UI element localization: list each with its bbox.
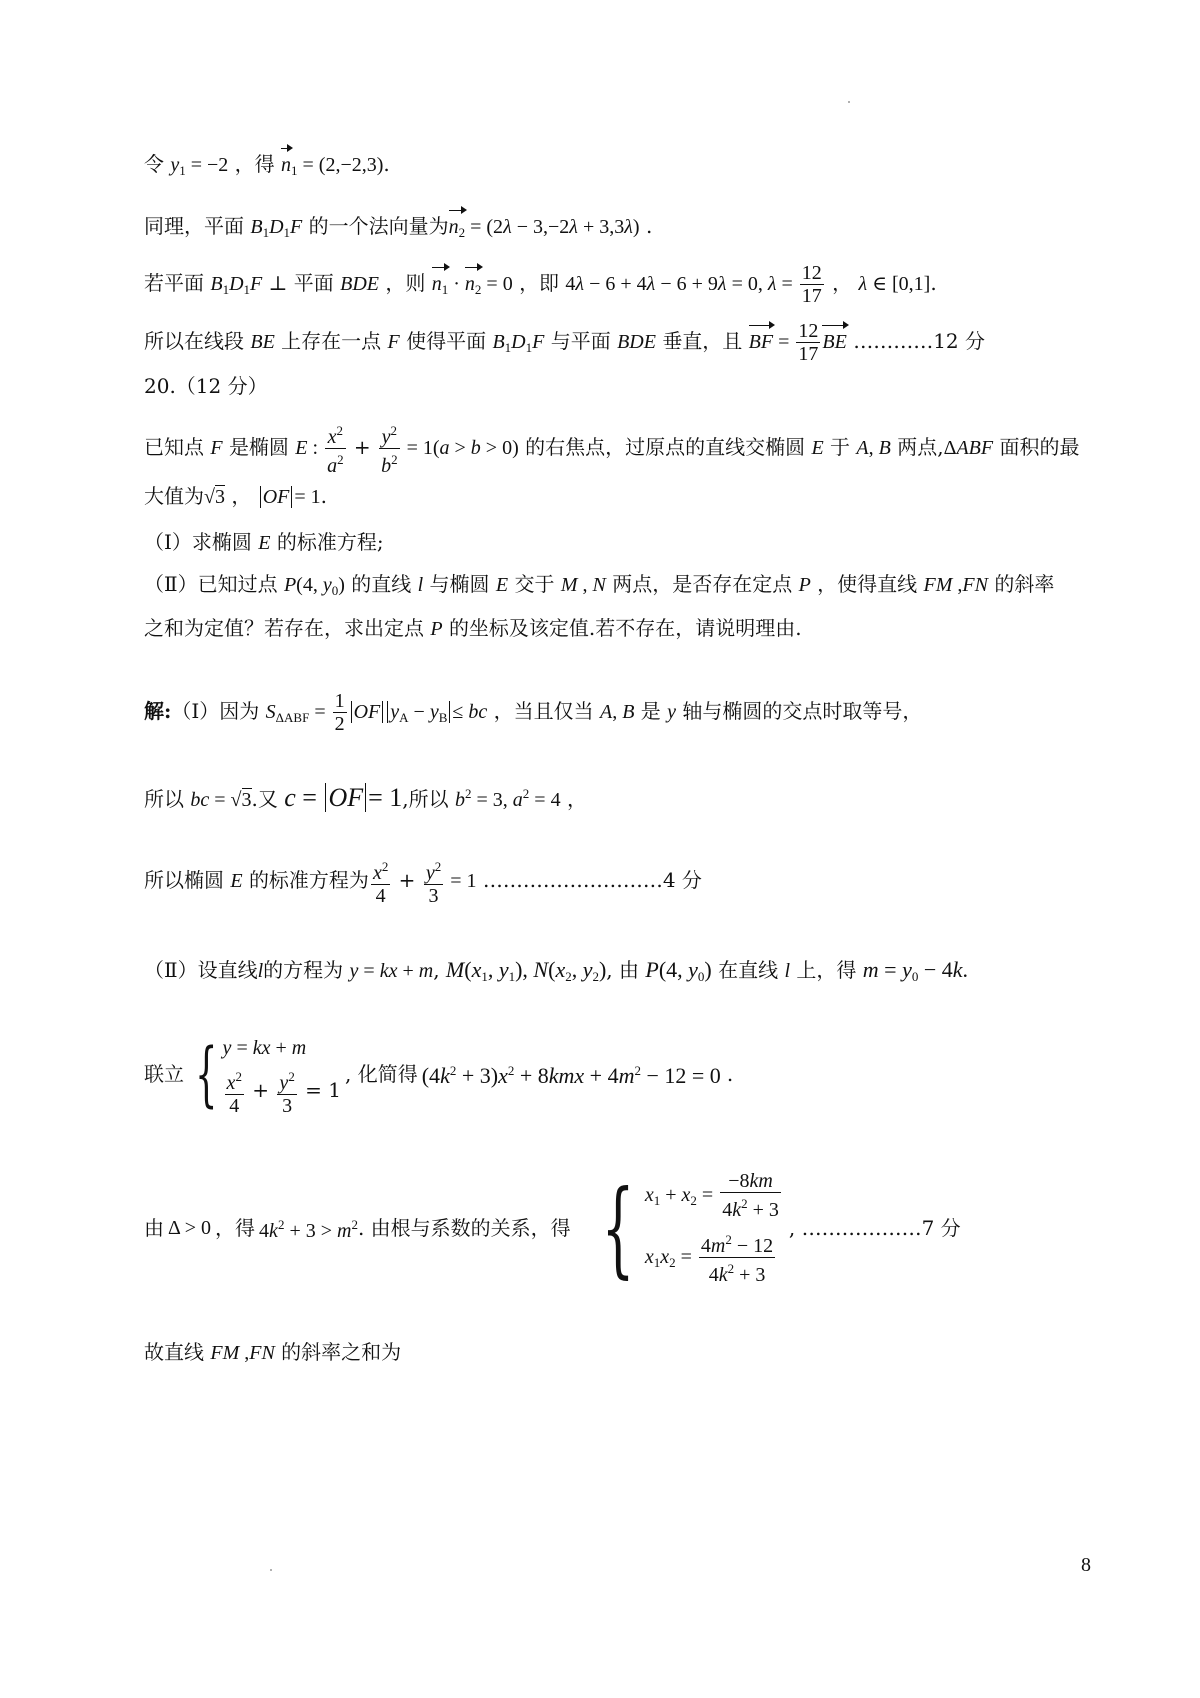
math-lambda-range: λ ∈ [0,1] <box>858 273 931 295</box>
fraction-x2-a2: $\frac{x^2}{a^2}$ <box>325 420 346 477</box>
math-be: BE <box>250 331 275 353</box>
math-point-p: P(4, $y_0$) <box>645 957 712 984</box>
fraction-product: $\frac{4m^2 - 12}{4k^2 + 3}$ <box>699 1229 775 1286</box>
math-area-bound: $S_{\Delta ABF}$ = <box>265 701 331 725</box>
text: 所以椭圆 <box>144 868 224 892</box>
text: 的方程为 <box>263 958 344 982</box>
question-heading <box>144 372 268 400</box>
text: ，得 <box>215 1216 256 1240</box>
text: 所以在线段 <box>144 329 244 353</box>
text: 在直线 <box>718 958 779 982</box>
text: 所以 <box>144 787 184 811</box>
fraction-x2-4: $\frac{x^2}{4}$ <box>371 856 390 907</box>
text: ⊥ 平面 <box>268 271 334 295</box>
math-fm-fn: FM ,FN <box>923 574 988 596</box>
text: , 由 <box>606 958 640 982</box>
math-bc-sqrt3: bc = √3 <box>190 789 252 811</box>
text: 之和为定值？若存在，求出定点 <box>144 616 424 640</box>
text: 垂直，且 <box>662 329 743 353</box>
math-quadratic: $(4k^2 + 3)x^2 + 8kmx + 4m^2 - 12 = 0$ <box>421 1063 721 1088</box>
text: 轴与椭圆的交点时取等号， <box>682 699 923 723</box>
math-e: E <box>230 870 243 892</box>
text: ，即 <box>519 271 560 295</box>
text: ，得 <box>234 152 275 176</box>
text: 与椭圆 <box>429 572 490 596</box>
math-e: E <box>811 437 824 459</box>
vieta-block <box>144 1167 961 1289</box>
solution-bc-values <box>144 780 587 814</box>
text: 的斜率之和为 <box>281 1340 402 1364</box>
question-part-2 <box>144 570 1054 605</box>
left-brace: { <box>601 1167 635 1289</box>
fraction-y2-b2: $\frac{y^2}{b^2}$ <box>379 420 400 477</box>
text: , <box>433 958 440 982</box>
question-max-area <box>144 482 327 511</box>
text: . 由根与系数的关系，得 <box>357 1216 571 1240</box>
text: 的右焦点，过原点的直线交椭圆 <box>525 435 806 459</box>
text: . <box>645 214 653 238</box>
text: 上，得 <box>796 958 857 982</box>
text: 交于 <box>514 572 555 596</box>
vieta-rows <box>645 1170 783 1286</box>
math-delta-positive: Δ > 0 <box>168 1217 212 1239</box>
fraction-sum: $\frac{-8km}{4k^2 + 3}$ <box>722 1170 779 1221</box>
solution-vieta <box>144 1167 961 1289</box>
text: （Ⅱ）设直线 <box>144 958 258 982</box>
score-marker: ………………………4 分 <box>482 868 702 892</box>
text: 联立 <box>144 1061 184 1086</box>
text: 两点，是否存在定点 <box>612 572 793 596</box>
math-points-ab: A, B <box>599 701 635 723</box>
solution-slope-sum <box>144 1338 401 1367</box>
text: 于 <box>830 435 851 459</box>
text: 大值为 <box>144 484 204 508</box>
math-sqrt3: √3 <box>204 486 225 508</box>
text: 的坐标及该定值.若不存在，请说明理由. <box>448 616 802 640</box>
question-part-1 <box>144 528 384 557</box>
text: 与平面 <box>550 329 611 353</box>
vieta-product: $x_1x_2$ = $\frac{4m^2 - 12}{4k^2 + 3}$ <box>645 1229 783 1286</box>
text: ,所以 <box>402 787 449 811</box>
math-equals-1: = 1 <box>445 870 477 892</box>
math-area-bound-rhs: OF $y_A - y_B$ ≤ bc <box>349 701 488 723</box>
text: （Ⅱ）已知过点 <box>144 572 278 596</box>
math-p: P <box>798 574 811 596</box>
line-let-y1 <box>144 150 390 185</box>
fraction-1-2: $\frac{1}{2}$ <box>334 690 345 735</box>
left-brace: { <box>195 1032 218 1115</box>
text: , 化简得 <box>345 1061 418 1086</box>
math-be-vector: BE <box>822 331 846 353</box>
fraction-x2-4: $\frac{x^2}{4}$ <box>225 1066 244 1117</box>
text: 的斜率 <box>994 572 1055 596</box>
solution-line-setup <box>144 956 968 991</box>
system-row-ellipse: $\frac{x^2}{4}$ + $\frac{y^2}{3}$ = 1 <box>223 1066 341 1117</box>
math-points-mn: M , N <box>560 574 606 596</box>
math-m-expression: $m = y_0 - 4k$. <box>862 957 969 984</box>
line-perpendicular-condition <box>144 262 937 307</box>
text: 是椭圆 <box>228 435 289 459</box>
text: 使得平面 <box>406 329 487 353</box>
text: 的一个法向量为 <box>308 214 449 238</box>
math-l: l <box>257 960 264 982</box>
text: 的标准方程为 <box>248 868 369 892</box>
question-ellipse-statement: 已知点 F 是椭圆 E : $\frac{x^2}{a^2}$ + $\frac{y^2}{b^2}$ = 1(a > b > 0) 的右焦点，过原点的直线交椭圆 E 于 A, B 两点,ΔABF 面积的最 <box>144 420 1079 477</box>
text: 故直线 <box>144 1340 204 1364</box>
math-fm-fn: FM ,FN <box>210 1342 275 1364</box>
math-plane-b1d1f: $B_1D_1F$ <box>250 216 303 240</box>
text: . <box>930 271 937 295</box>
math-lambda-equation: 4λ − 6 + 4λ − 6 + 9λ = 0, λ = <box>565 273 798 295</box>
text: （Ⅰ）求椭圆 <box>144 530 252 554</box>
math-n2: $n_2 = (2\lambda - 3,-2\lambda + 3,3\lambda)$ <box>449 216 640 238</box>
math-e: E <box>495 574 509 596</box>
score-marker: , ………………7 分 <box>788 1216 961 1240</box>
math-points-ab: A, B <box>856 437 891 459</box>
math-y1: $y_1 = -2$ <box>170 154 229 178</box>
text: ， <box>832 271 853 295</box>
text: （Ⅰ）因为 <box>171 699 260 723</box>
text: ， <box>566 787 587 811</box>
question-part-2-continued <box>144 614 802 643</box>
line-conclusion-bf <box>144 320 985 365</box>
solution-label: 解: <box>144 699 172 723</box>
math-point-p: P(4, $y_0$) <box>283 574 345 598</box>
system-block <box>144 1030 733 1117</box>
text: 是 <box>640 699 661 723</box>
math-line-eq: y = kx + m <box>349 960 434 982</box>
math-ellipse-condition: = 1(a > b > 0) <box>401 437 519 459</box>
fraction-y2-3: $\frac{y^2}{3}$ <box>424 856 443 907</box>
math-y: y <box>667 701 677 723</box>
text: ，使得直线 <box>817 572 918 596</box>
score-marker: …………12 分 <box>853 329 985 353</box>
text: 的标准方程; <box>276 530 384 554</box>
math-plane-bde: BDE <box>617 331 656 353</box>
math-b2-a2: $b^2 = 3$, $a^2 = 4$ <box>455 786 561 811</box>
math-points-m-n: $M(x_1$, $y_1$), $N(x_2$, $y_2$) <box>445 957 607 984</box>
math-plane-b1d1f: $B_1D_1F$ <box>210 273 263 297</box>
solution-system <box>144 1030 733 1117</box>
math-p: P <box>430 618 443 640</box>
text: 20.（12 分） <box>144 374 268 398</box>
math-ellipse-e: E : <box>295 437 324 459</box>
system-rows <box>223 1030 341 1117</box>
fraction-y2-3: $\frac{y^2}{3}$ <box>277 1066 296 1117</box>
math-triangle-abf: ΔABF <box>943 437 994 459</box>
math-n1: $n_1 = (2,-2,3)$ <box>281 154 383 176</box>
page-number: 8 <box>1081 1554 1091 1576</box>
math-plane-b1d1f: $B_1D_1F$ <box>492 331 545 355</box>
math-l: l <box>417 574 424 596</box>
solution-standard-equation: 所以椭圆 E 的标准方程为 $\frac{x^2}{4}$ + $\frac{y^2}{3}$ = 1 ………………………4 分 <box>144 856 702 907</box>
text: 若平面 <box>144 271 204 295</box>
math-dot-product: $n_1 \cdot n_2 = 0$ <box>432 273 513 295</box>
text: .又 <box>251 787 278 811</box>
text: 两点, <box>897 435 944 459</box>
math-bf-vector: BF = <box>749 331 795 353</box>
text: 面积的最 <box>999 435 1080 459</box>
scan-speck <box>270 1569 272 1571</box>
text: ，则 <box>385 271 426 295</box>
math-of-equals-1: OF = 1 <box>258 486 321 508</box>
math-plane-bde: BDE <box>340 273 380 295</box>
system-row-line: y = kx + m <box>222 1037 307 1059</box>
text: 由 <box>144 1216 164 1240</box>
math-discriminant-condition: $4k^2 + 3 > m^2$ <box>259 1217 358 1242</box>
text: ， <box>231 484 252 508</box>
text: ，当且仅当 <box>493 699 594 723</box>
math-f: F <box>387 331 400 353</box>
scan-speck <box>848 101 850 103</box>
text: . <box>383 152 390 176</box>
vieta-sum: $x_1 + x_2$ = $\frac{-8km}{4k^2 + 3}$ <box>644 1170 779 1221</box>
fraction-12-17: $\frac{12}{17}$ <box>798 320 819 365</box>
solution-area-bound <box>144 690 922 735</box>
fraction-12-17: $\frac{12}{17}$ <box>801 262 822 307</box>
math-f: F <box>210 437 223 459</box>
text: 令 <box>144 152 164 176</box>
text: 已知点 <box>144 435 204 459</box>
math-c-equals-of: c = OF = 1 <box>284 783 403 812</box>
math-e: E <box>258 532 271 554</box>
text: 的直线 <box>351 572 412 596</box>
line-normal-vector-n2 <box>144 212 652 247</box>
period: . <box>726 1061 734 1086</box>
text: 同理，平面 <box>144 214 244 238</box>
text: 上存在一点 <box>281 329 382 353</box>
math-l: l <box>784 960 791 982</box>
text: . <box>320 484 328 508</box>
